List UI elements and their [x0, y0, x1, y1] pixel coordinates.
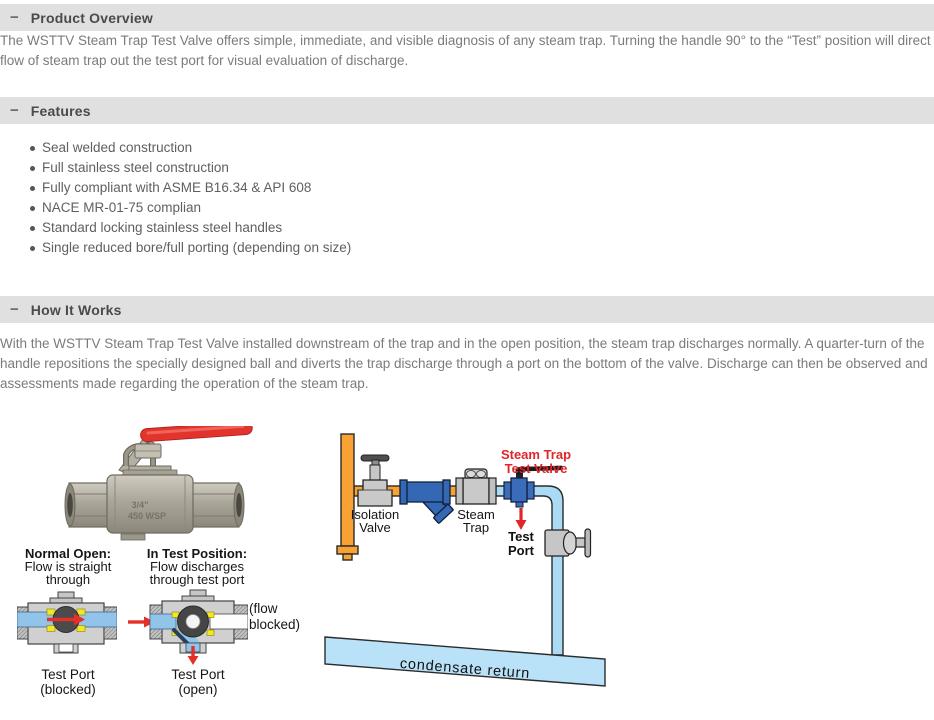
feature-item: Single reduced bore/full porting (depending on size): [42, 238, 351, 258]
flow-channel-right-blocked: [210, 614, 248, 629]
ball-valve-photo: [55, 426, 255, 542]
handwheel: [585, 529, 591, 557]
note-line: blocked): [249, 617, 301, 632]
y-strainer: [400, 480, 453, 523]
test-port-label-line2: Port: [508, 543, 534, 558]
valve-cross-section-normal: [17, 589, 117, 655]
steam-trap: [456, 469, 496, 504]
how-it-works-paragraph: With the WSTTV Steam Trap Test Valve installed downstream of the trap and in the open position, the steam trap discharges normally. A quarter-turn of the handle repositions the specially designed ball and diverts the trap discharge through a port on the bottom of the valve. Discharge can then be observed and assessments made regarding the operation of the steam trap.: [0, 336, 928, 391]
feature-item: Seal welded construction: [42, 138, 351, 158]
collapse-minus-icon: −: [10, 102, 19, 119]
valve-cross-section-test: [128, 585, 248, 667]
piping-schematic: [318, 422, 618, 700]
downstream-valve: [545, 529, 591, 557]
steam-trap-label-line2: Trap: [462, 520, 490, 535]
condensate-return-label: condensate return: [399, 655, 531, 683]
feature-item: Standard locking stainless steel handles: [42, 218, 351, 238]
section-header-how-it-works[interactable]: [0, 296, 934, 323]
caption-test-position: [136, 547, 258, 586]
caption-normal-open: [12, 547, 124, 586]
section-title-product-overview: Product Overview: [30, 9, 154, 26]
caption-line: (open): [178, 682, 218, 697]
isolation-valve-label-line2: Valve: [359, 520, 391, 535]
section-title-how-it-works: How It Works: [30, 301, 122, 318]
feature-item: Full stainless steel construction: [42, 158, 351, 178]
section-header-product-overview[interactable]: [0, 4, 934, 31]
isolation-valve-label-line1: Isolation: [350, 507, 400, 522]
caption-line: (blocked): [40, 682, 96, 697]
caption-title: Normal Open:: [25, 546, 111, 561]
steam-trap-label-line1: Steam: [457, 507, 495, 522]
test-valve-label-line2: Test Valve: [504, 461, 568, 476]
test-valve-label-line1: Steam Trap: [500, 447, 572, 462]
caption-test-port-open: [148, 667, 248, 697]
caption-test-port-blocked: [18, 667, 118, 697]
caption-sub: Flow is straight: [24, 559, 112, 574]
caption-line: Test Port: [171, 667, 225, 682]
section-title-features: Features: [30, 102, 91, 119]
caption-sub: through test port: [149, 572, 245, 587]
features-list: [42, 138, 351, 258]
section-header-features[interactable]: [0, 97, 934, 124]
valve-stamp-rating: 450 WSP: [127, 511, 167, 521]
note-line: (flow: [249, 601, 278, 616]
test-port-label-line1: Test: [508, 529, 534, 544]
caption-line: Test Port: [41, 667, 95, 682]
caption-sub: through: [45, 572, 91, 587]
valve-stamp-size: 3/4": [131, 500, 149, 510]
feature-item: Fully compliant with ASME B16.34 & API 608: [42, 178, 351, 198]
valve-body: [65, 475, 244, 540]
isolation-valve: [358, 455, 392, 506]
feature-item: NACE MR-01-75 complian: [42, 198, 351, 218]
test-port-arrow: [516, 508, 527, 530]
flow-blocked-note: [249, 601, 319, 633]
caption-sub: Flow discharges: [150, 559, 244, 574]
discharge-pipe: [496, 486, 563, 655]
caption-title: In Test Position:: [146, 546, 248, 561]
collapse-minus-icon: −: [10, 301, 19, 318]
product-overview-paragraph: The WSTTV Steam Trap Test Valve offers simple, immediate, and visible diagnosis of any steam trap. Turning the handle 90° to the “Test” position will direct flow of steam trap out the test port for visual evaluation of discharge.: [0, 33, 931, 68]
collapse-minus-icon: −: [10, 9, 19, 26]
